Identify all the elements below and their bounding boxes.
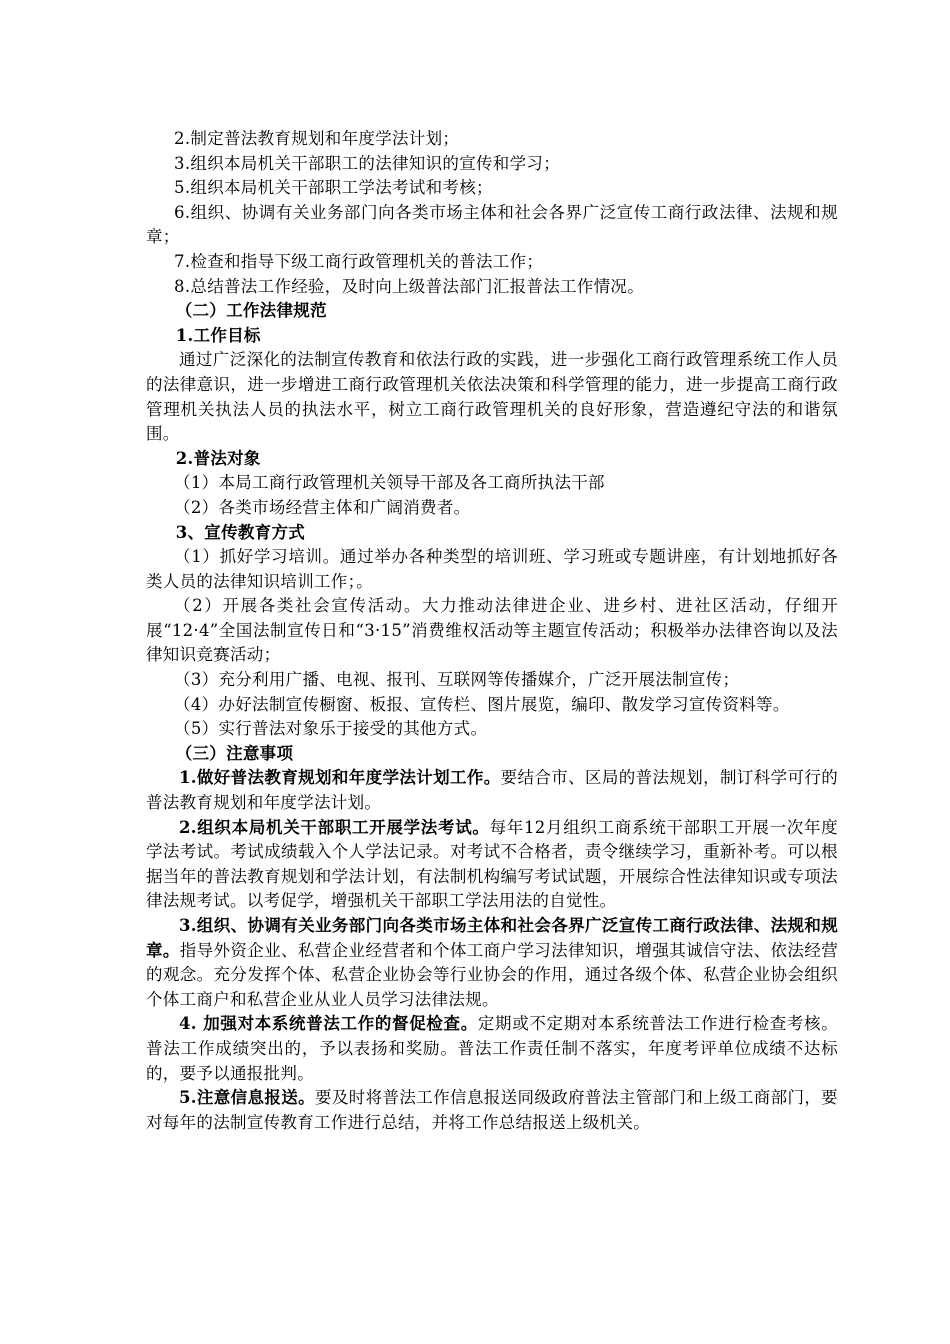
note-body: 要及时将普法工作信息报送同级政府普法主管部门和上级工商部门，要对每年的法制宣传教育工作进行总结，并将工作总结报送上级机关。 xyxy=(146,1088,838,1132)
note-item xyxy=(146,914,838,1012)
paragraph: 通过广泛深化的法制宣传教育和依法行政的实践，进一步强化工商行政管理系统工作人员的法律意识，进一步增进工商行政管理机关依法决策和科学管理的能力，进一步提高工商行政管理机关执法人员的执法水平，树立工商行政管理机关的良好形象，营造遵纪守法的和谐氛围。 xyxy=(146,350,838,444)
duty-item: 7.检查和指导下级工商行政管理机关的普法工作； xyxy=(174,251,544,271)
note-title: 3.组织、协调有关业务部门向各类市场主体和社会各界广泛宣传工商行政法律、法规和规章。 xyxy=(146,916,838,960)
note-item xyxy=(146,766,838,815)
note-body: 指导外资企业、私营企业经营者和个体工商户学习法律知识，增强其诚信守法、依法经营的观念。充分发挥个体、私营企业协会等行业协会的作用，通过各级个体、私营企业协会组织个体工商户和私营企业从业人员学习法律法规。 xyxy=(146,940,838,1009)
duty-item: 8.总结普法工作经验，及时向上级普法部门汇报普法工作情况。 xyxy=(174,276,644,296)
note-item xyxy=(146,1012,838,1086)
section-heading: （二）工作法律规范 xyxy=(175,301,327,321)
list-item: （1）本局工商行政管理机关领导干部及各工商所执法干部 xyxy=(174,473,605,493)
duty-item: 3.组织本局机关干部职工的法律知识的宣传和学习； xyxy=(174,153,560,173)
duty-item: 5.组织本局机关干部职工学法考试和考核； xyxy=(174,178,493,198)
note-body: 要结合市、区局的普法规划，制订科学可行的普法教育规划和年度学法计划。 xyxy=(146,768,838,813)
list-item: （3）充分利用广播、电视、报刊、互联网等传播媒介，广泛开展法制宣传； xyxy=(174,670,740,690)
note-title: 4. 加强对本系统普法工作的督促检查。 xyxy=(179,1014,478,1034)
duty-item: 2.制定普法教育规划和年度学法计划； xyxy=(174,129,460,148)
section-heading: （三）注意事项 xyxy=(175,743,294,763)
list-item: （2）各类市场经营主体和广阔消费者。 xyxy=(174,497,471,517)
subsection-heading: 3、宣传教育方式 xyxy=(175,522,306,542)
note-title: 1.做好普法教育规划和年度学法计划工作。 xyxy=(179,768,501,788)
list-item: （1）抓好学习培训。通过举办各种类型的培训班、学习班或专题讲座，有计划地抓好各类人员的法律知识培训工作；。 xyxy=(146,547,838,591)
subsection-heading: 1.工作目标 xyxy=(175,325,261,345)
list-item: （2）开展各类社会宣传活动。大力推动法律进企业、进乡村、进社区活动，仔细开展“12·4”全国法制宣传日和“3·15”消费维权活动等主题宣传活动；积极举办法律咨询以及法律知识竞赛活动； xyxy=(146,596,838,665)
list-item: （5）实行普法对象乐于接受的其他方式。 xyxy=(174,719,488,739)
note-body: 每年12月组织工商系统干部职工开展一次年度学法考试。考试成绩载入个人学法记录。对考试不合格者，责令继续学习，重新补考。可以根据当年的普法教育规划和学法计划，有法制机构编写考试试题，开展综合性法律知识或专项法律法规考试。以考促学，增强机关干部职工学法用法的自觉性。 xyxy=(146,817,838,911)
note-title: 5.注意信息报送。 xyxy=(179,1088,316,1108)
note-item xyxy=(146,1086,838,1135)
list-item: （4）办好法制宣传橱窗、板报、宣传栏、图片展览，编印、散发学习宣传资料等。 xyxy=(174,694,790,714)
note-item xyxy=(146,816,838,914)
subsection-heading: 2.普法对象 xyxy=(175,448,261,468)
note-body: 定期或不定期对本系统普法工作进行检查考核。普法工作成绩突出的，予以表扬和奖励。普法工作责任制不落实，年度考评单位成绩不达标的，要予以通报批判。 xyxy=(146,1014,838,1083)
document-body xyxy=(146,127,838,1135)
duty-item: 6.组织、协调有关业务部门向各类市场主体和社会各界广泛宣传工商行政法律、法规和规章； xyxy=(146,202,838,247)
note-title: 2.组织本局机关干部职工开展学法考试。 xyxy=(179,817,490,837)
